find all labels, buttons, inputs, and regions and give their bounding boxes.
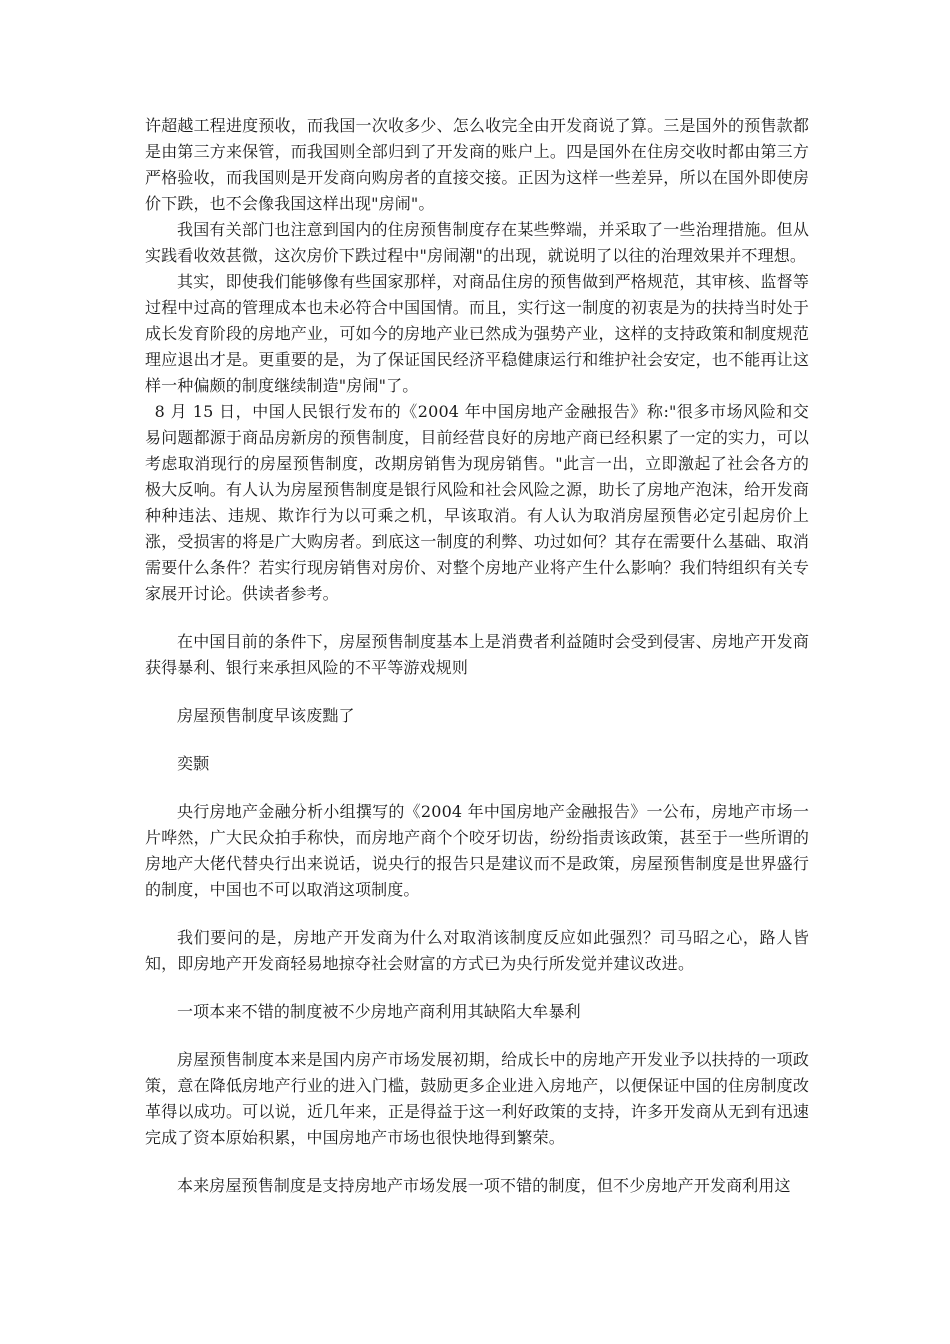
paragraph-report-reaction: 央行房地产金融分析小组撰写的《2004 年中国房地产金融报告》一公布，房地产市场一片哗然，广大民众拍手称快，而房地产商个个咬牙切齿，纷纷指责该政策，甚至于一些所谓的房地产大佬代替央行出来说话，说央行的报告只是建议而不是政策，房屋预售制度是世界盛行的制度，中国也不可以取消这项制度。 (145, 802, 809, 899)
document-page (145, 113, 809, 1199)
section-heading: 一项本来不错的制度被不少房地产商利用其缺陷大牟暴利 (177, 1002, 581, 1021)
paragraph-developer-reaction: 我们要问的是，房地产开发商为什么对取消该制度反应如此强烈？司马昭之心，路人皆知，即房地产开发商轻易地掠夺社会财富的方式已为央行所发觉并建议改进。 (145, 928, 809, 973)
paragraph-continuation: 许超越工程进度预收，而我国一次收多少、怎么收完全由开发商说了算。三是国外的预售款都是由第三方来保管，而我国则全部归到了开发商的账户上。四是国外在住房交收时都由第三方严格验收，而我国则是开发商向购房者的直接交接。正因为这样一些差异，所以在国外即使房价下跌，也不会像我国这样出现"房闹"。 (145, 116, 809, 213)
paragraph-lead: 在中国目前的条件下，房屋预售制度基本上是消费者利益随时会受到侵害、房地产开发商获得暴利、银行来承担风险的不平等游戏规则 (145, 632, 809, 677)
paragraph-management-cost: 其实，即使我们能够像有些国家那样，对商品住房的预售做到严格规范，其审核、监督等过程中过高的管理成本也未必符合中国国情。而且，实行这一制度的初衷是为的扶持当时处于成长发育阶段的房地产业，可如今的房地产业已然成为强势产业，这样的支持政策和制度规范理应退出才是。更重要的是，为了保证国民经济平稳健康运行和维护社会安定，也不能再让这样一种偏颇的制度继续制造"房闹"了。 (145, 272, 809, 395)
paragraph-central-bank-report: 8 月 15 日，中国人民银行发布的《2004 年中国房地产金融报告》称:"很多市场风险和交易问题都源于商品房新房的预售制度，目前经营良好的房地产商已经积累了一定的实力，可以考虑取消现行的房屋预售制度，改期房销售为现房销售。"此言一出，立即激起了社会各方的极大反响。有人认为房屋预售制度是银行风险和社会风险之源，助长了房地产泡沫，给开发商种种违法、违规、欺诈行为以可乘之机，早该取消。有人认为取消房屋预售必定引起房价上涨，受损害的将是广大购房者。到底这一制度的利弊、功过如何？其存在需要什么基础、取消需要什么条件？若实行现房销售对房价、对整个房地产业将产生什么影响？我们特组织有关专家展开讨论。供读者参考。 (145, 402, 809, 603)
paragraph-regulation: 我国有关部门也注意到国内的住房预售制度存在某些弊端，并采取了一些治理措施。但从实践看收效甚微，这次房价下跌过程中"房闹潮"的出现，就说明了以往的治理效果并不理想。 (145, 220, 809, 265)
article-title: 房屋预售制度早该废黜了 (177, 706, 355, 725)
article-author: 奕颢 (177, 754, 210, 773)
paragraph-presale-abuse: 本来房屋预售制度是支持房地产市场发展一项不错的制度，但不少房地产开发商利用这 (177, 1176, 791, 1195)
paragraph-presale-origin: 房屋预售制度本来是国内房产市场发展初期，给成长中的房地产开发业予以扶持的一项政策，意在降低房地产行业的进入门槛，鼓励更多企业进入房地产，以便保证中国的住房制度改革得以成功。可以说，近几年来，正是得益于这一利好政策的支持，许多开发商从无到有迅速完成了资本原始积累，中国房地产市场也很快地得到繁荣。 (145, 1050, 809, 1147)
